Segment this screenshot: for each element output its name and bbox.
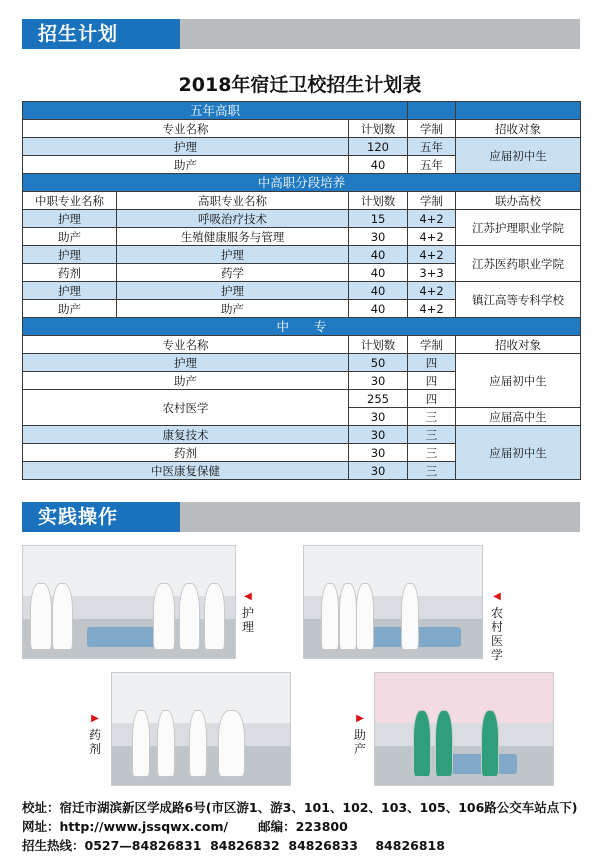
postcode-label: 邮编： [258,819,296,834]
table-cell: 50 [349,354,408,372]
table-cell: 呼吸治疗技术 [117,210,349,228]
table-cell: 15 [349,210,408,228]
table-cell: 40 [349,156,408,174]
table-cell: 药剂 [23,444,349,462]
table-cell: 药学 [117,264,349,282]
table-cell: 护理 [117,282,349,300]
address-value: 宿迁市湖滨新区学成路6号(市区游1、游3、101、102、103、105、106路公交车站点下) [59,800,578,815]
enrollment-plan-table [22,101,581,480]
table-cell: 三 [408,462,456,480]
table-cell: 4+2 [408,300,456,318]
table-header-cell: 计划数 [349,336,408,354]
photo-caption-midwifery: ▶ 助产 [353,713,366,756]
table-section-row [23,102,581,120]
table-cell: 三 [408,444,456,462]
table-cell: 康复技术 [23,426,349,444]
photo-midwifery [374,672,554,786]
arrow-left-icon: ◀ [244,591,252,602]
table-header-cell: 专业名称 [23,120,349,138]
table-cell: 五年 [408,138,456,156]
table-cell: 三 [408,426,456,444]
arrow-right-icon: ▶ [356,713,364,724]
table-cell: 助产 [117,300,349,318]
address-line [22,798,592,817]
table-cell: 30 [349,426,408,444]
section-label-segmented: 中高职分段培养 [23,174,581,192]
table-row [23,354,581,372]
photo-caption-pharmacy: ▶ 药剂 [88,713,101,756]
table-header-cell: 学制 [408,192,456,210]
table-cell: 应届高中生 [456,408,581,426]
table-header-cell: 计划数 [349,120,408,138]
photo-nursing [22,545,236,659]
table-cell: 助产 [23,300,117,318]
table-cell: 三 [408,408,456,426]
table-header-row [23,120,581,138]
table-cell: 30 [349,228,408,246]
table-cell: 助产 [23,228,117,246]
table-cell: 4+2 [408,246,456,264]
table-cell: 30 [349,462,408,480]
table-cell: 4+2 [408,228,456,246]
section-header-plan [22,19,580,49]
table-cell: 镇江高等专科学校 [456,282,581,318]
website-label: 网址： [22,819,60,834]
table-header-cell: 高职专业名称 [117,192,349,210]
hotline-line [22,836,592,855]
table-header-cell: 专业名称 [23,336,349,354]
table-cell: 四 [408,390,456,408]
contact-footer [22,798,592,855]
table-cell: 255 [349,390,408,408]
table-cell: 护理 [23,282,117,300]
table-cell: 护理 [117,246,349,264]
hotline-label: 招生热线： [22,838,85,853]
table-cell [456,102,581,120]
arrow-right-icon: ▶ [91,713,99,724]
postcode-value: 223800 [295,819,348,834]
table-header-cell: 联办高校 [456,192,581,210]
table-cell: 护理 [23,210,117,228]
table-header-cell: 中职专业名称 [23,192,117,210]
table-cell: 40 [349,246,408,264]
table-cell: 30 [349,408,408,426]
table-cell [408,102,456,120]
table-row [23,282,581,300]
website-line [22,817,592,836]
table-cell: 120 [349,138,408,156]
table-cell: 40 [349,264,408,282]
table-cell: 4+2 [408,282,456,300]
table-cell: 30 [349,372,408,390]
section-label-secondary: 中 专 [23,318,581,336]
table-cell: 应届初中生 [456,426,581,480]
table-cell: 江苏医药职业学院 [456,246,581,282]
table-cell: 4+2 [408,210,456,228]
table-row [23,138,581,156]
table-cell: 中医康复保健 [23,462,349,480]
table-cell: 护理 [23,138,349,156]
table-header-cell: 学制 [408,336,456,354]
table-header-cell: 招收对象 [456,336,581,354]
section-label-five-year: 五年高职 [23,102,408,120]
table-title: 2018年宿迁卫校招生计划表 [178,74,422,96]
section-title-plan: 招生计划 [22,19,180,49]
photo-rural-medicine [303,545,483,659]
table-cell: 30 [349,444,408,462]
table-header-row [23,336,581,354]
table-cell: 药剂 [23,264,117,282]
table-section-row [23,318,581,336]
table-cell: 四 [408,354,456,372]
table-row [23,210,581,228]
table-cell: 40 [349,282,408,300]
table-cell: 应届初中生 [456,138,581,174]
table-cell: 护理 [23,354,349,372]
table-header-cell: 计划数 [349,192,408,210]
photo-caption-rural-medicine: ◀ 农村医学 [490,591,503,662]
table-cell: 四 [408,372,456,390]
table-row [23,246,581,264]
photo-caption-nursing: ◀ 护理 [241,591,254,634]
arrow-left-icon: ◀ [493,591,501,602]
section-header-practice [22,502,580,532]
hotline-value: 0527—84826831 84826832 84826833 84826818 [84,838,445,853]
table-cell: 五年 [408,156,456,174]
website-link[interactable]: http://www.jssqwx.com/ [59,819,229,834]
table-header-cell: 学制 [408,120,456,138]
table-cell: 助产 [23,156,349,174]
photo-pharmacy [111,672,291,786]
table-cell: 应届初中生 [456,354,581,408]
address-label: 校址： [22,800,60,815]
table-header-cell: 招收对象 [456,120,581,138]
table-cell: 生殖健康服务与管理 [117,228,349,246]
table-cell: 40 [349,300,408,318]
table-cell: 3+3 [408,264,456,282]
table-header-row [23,192,581,210]
section-title-practice: 实践操作 [22,502,180,532]
table-cell: 助产 [23,372,349,390]
table-cell: 护理 [23,246,117,264]
table-section-row [23,174,581,192]
table-cell: 农村医学 [23,390,349,426]
table-cell: 江苏护理职业学院 [456,210,581,246]
table-row [23,426,581,444]
